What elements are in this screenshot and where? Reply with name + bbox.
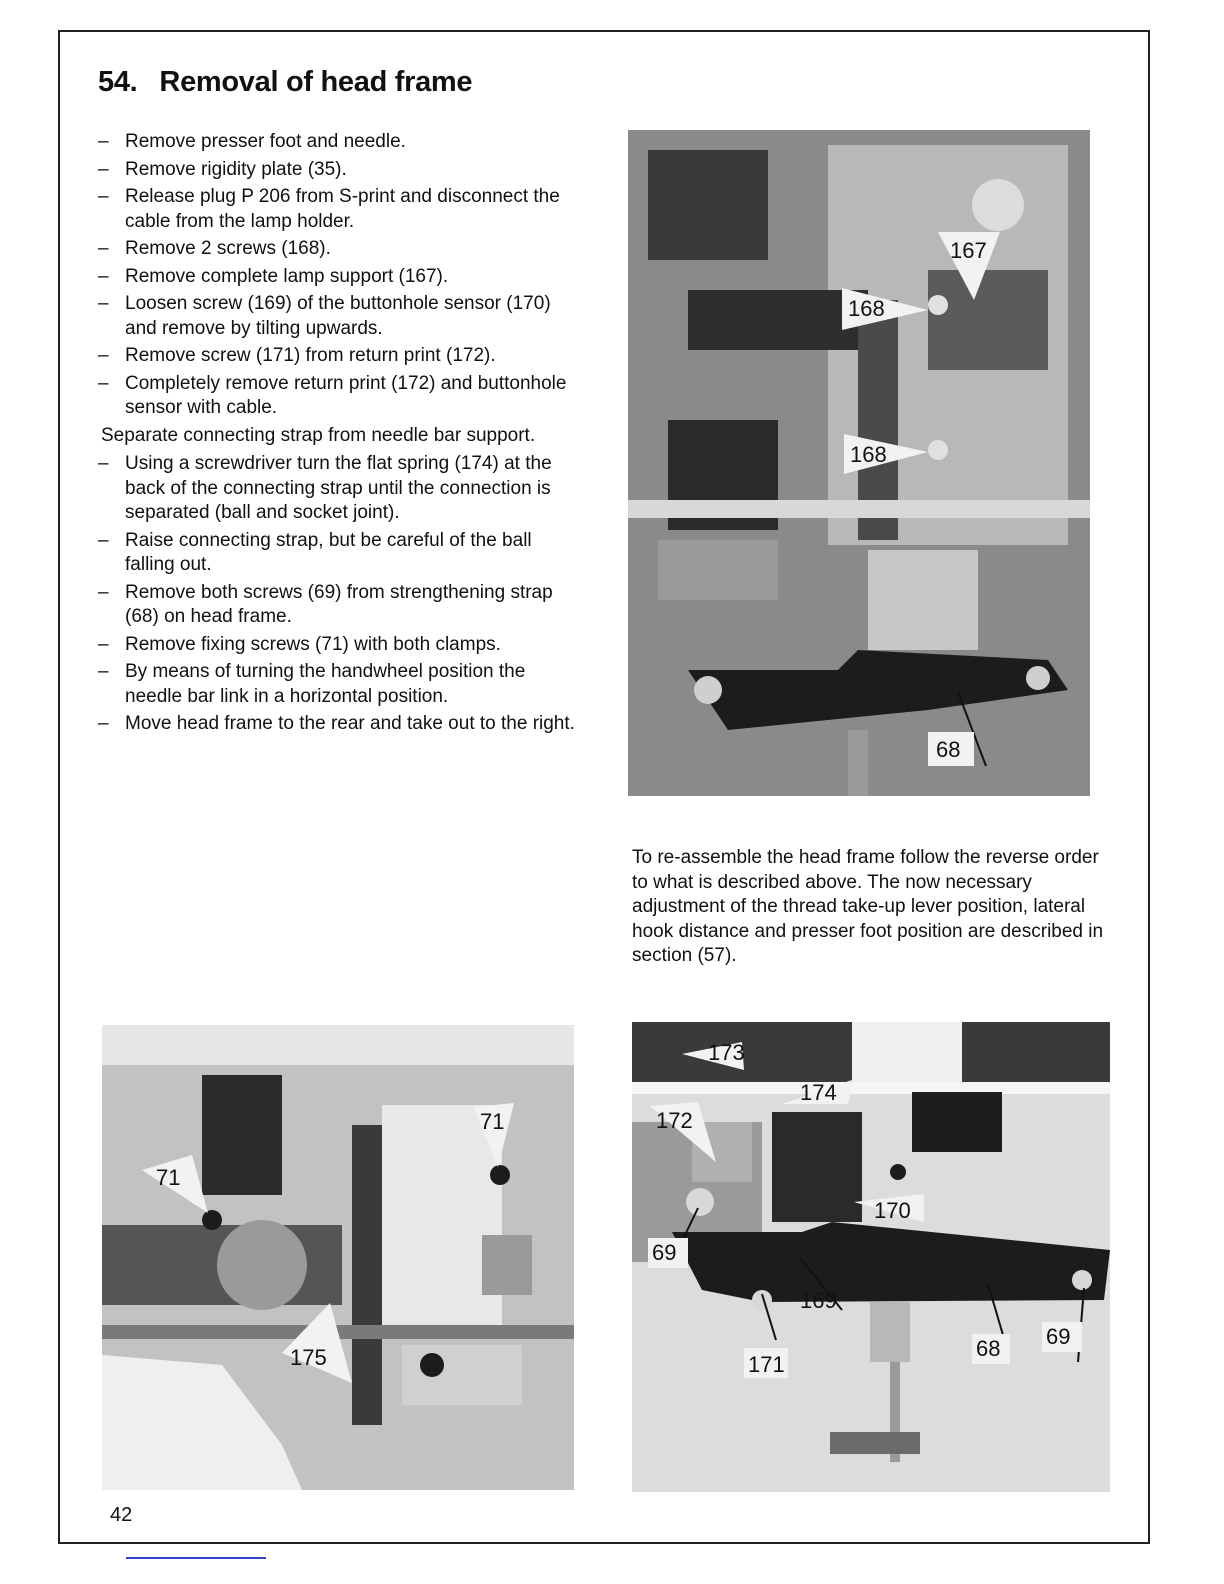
- instruction-step-text: Raise connecting strap, but be careful of the ball falling out.: [125, 529, 532, 575]
- callout-167: 167: [950, 238, 987, 263]
- callout-174: 174: [800, 1080, 837, 1105]
- instruction-step: [98, 372, 578, 421]
- instruction-step: [98, 581, 578, 630]
- reassembly-note: To re-assemble the head frame follow the reverse order to what is described above. The now necessary adjustment of the thread take-up lever position, lateral hook distance and presser foot position are described in section (57).: [632, 847, 1104, 966]
- photo-head-frame-screws-illustration: [102, 1025, 574, 1490]
- photo-lamp-support: [628, 130, 1090, 796]
- bullet-dash: –: [98, 581, 109, 603]
- callout-169: 169: [800, 1288, 837, 1313]
- bullet-dash: –: [98, 186, 109, 207]
- callout-68: 68: [936, 737, 961, 762]
- instruction-step-text: Move head frame to the rear and take out to the right.: [125, 713, 575, 734]
- bullet-dash: –: [98, 633, 109, 655]
- photo-connecting-strap-illustration: [632, 1022, 1110, 1492]
- callout-170: 170: [874, 1198, 911, 1223]
- instruction-step-text: Remove 2 screws (168).: [125, 238, 331, 259]
- instruction-step: [98, 712, 578, 737]
- callout-68: 68: [976, 1336, 1001, 1361]
- bullet-dash: –: [98, 293, 109, 314]
- instruction-step: [98, 344, 578, 369]
- photo-lamp-support-illustration: [628, 130, 1090, 796]
- photo-connecting-strap: [632, 1022, 1110, 1492]
- instruction-step-text: Remove complete lamp support (167).: [125, 265, 449, 287]
- bullet-dash: –: [98, 661, 109, 682]
- instruction-step-text: Remove fixing screws (71) with both clamps.: [125, 633, 501, 655]
- footer-link-underline[interactable]: [126, 1557, 266, 1559]
- instruction-step: [98, 130, 578, 155]
- instruction-step-text: Remove screw (171) from return print (172).: [125, 345, 496, 366]
- instruction-step: [98, 633, 578, 658]
- bullet-dash: –: [98, 158, 109, 180]
- callout-172: 172: [656, 1108, 693, 1133]
- instruction-step-text: Remove rigidity plate (35).: [125, 158, 347, 180]
- instruction-step: [98, 529, 578, 578]
- instruction-step-text: Release plug P 206 from S-print and disconnect the cable from the lamp holder.: [125, 186, 560, 232]
- bullet-dash: –: [98, 372, 109, 394]
- instruction-paragraph: Separate connecting strap from needle bar support.: [101, 424, 536, 446]
- instruction-step: [98, 452, 578, 526]
- instruction-step-text: Completely remove return print (172) and buttonhole sensor with cable.: [125, 372, 567, 418]
- callout-168-lower: 168: [850, 442, 887, 467]
- callout-71-right: 71: [480, 1109, 505, 1134]
- callout-69-right: 69: [1046, 1324, 1071, 1349]
- instruction-list: [98, 130, 578, 740]
- bullet-dash: –: [98, 131, 109, 152]
- page-number: 42: [110, 1504, 133, 1526]
- instruction-step: [98, 292, 578, 341]
- instruction-step-text: Remove both screws (69) from strengthening strap (68) on head frame.: [125, 581, 553, 627]
- instruction-step: [98, 237, 578, 262]
- instruction-step: [98, 660, 578, 709]
- instruction-step: [98, 185, 578, 234]
- bullet-dash: –: [98, 529, 109, 551]
- bullet-dash: –: [98, 453, 109, 474]
- callout-71-left: 71: [156, 1165, 181, 1190]
- instruction-step-text: Loosen screw (169) of the buttonhole sensor (170) and remove by tilting upwards.: [125, 293, 551, 339]
- instruction-step-text: By means of turning the handwheel position the needle bar link in a horizontal position.: [125, 661, 526, 707]
- callout-168-upper: 168: [848, 296, 885, 321]
- section-number: 54.: [98, 66, 138, 98]
- instruction-step-text: Remove presser foot and needle.: [125, 131, 406, 152]
- instruction-step: [98, 158, 578, 183]
- callout-171: 171: [748, 1352, 785, 1377]
- section-title: Removal of head frame: [159, 66, 473, 98]
- bullet-dash: –: [98, 265, 109, 287]
- bullet-dash: –: [98, 345, 109, 366]
- instruction-step-text: Using a screwdriver turn the flat spring (174) at the back of the connecting strap until the connection is separated (ball and socket joint).: [125, 453, 552, 523]
- callout-175: 175: [290, 1345, 327, 1370]
- page-title: [98, 66, 472, 99]
- callout-173: 173: [708, 1040, 745, 1065]
- photo-head-frame-screws: [102, 1025, 574, 1490]
- bullet-dash: –: [98, 713, 109, 734]
- instruction-step: [98, 265, 578, 290]
- bullet-dash: –: [98, 238, 109, 259]
- callout-69-left: 69: [652, 1240, 677, 1265]
